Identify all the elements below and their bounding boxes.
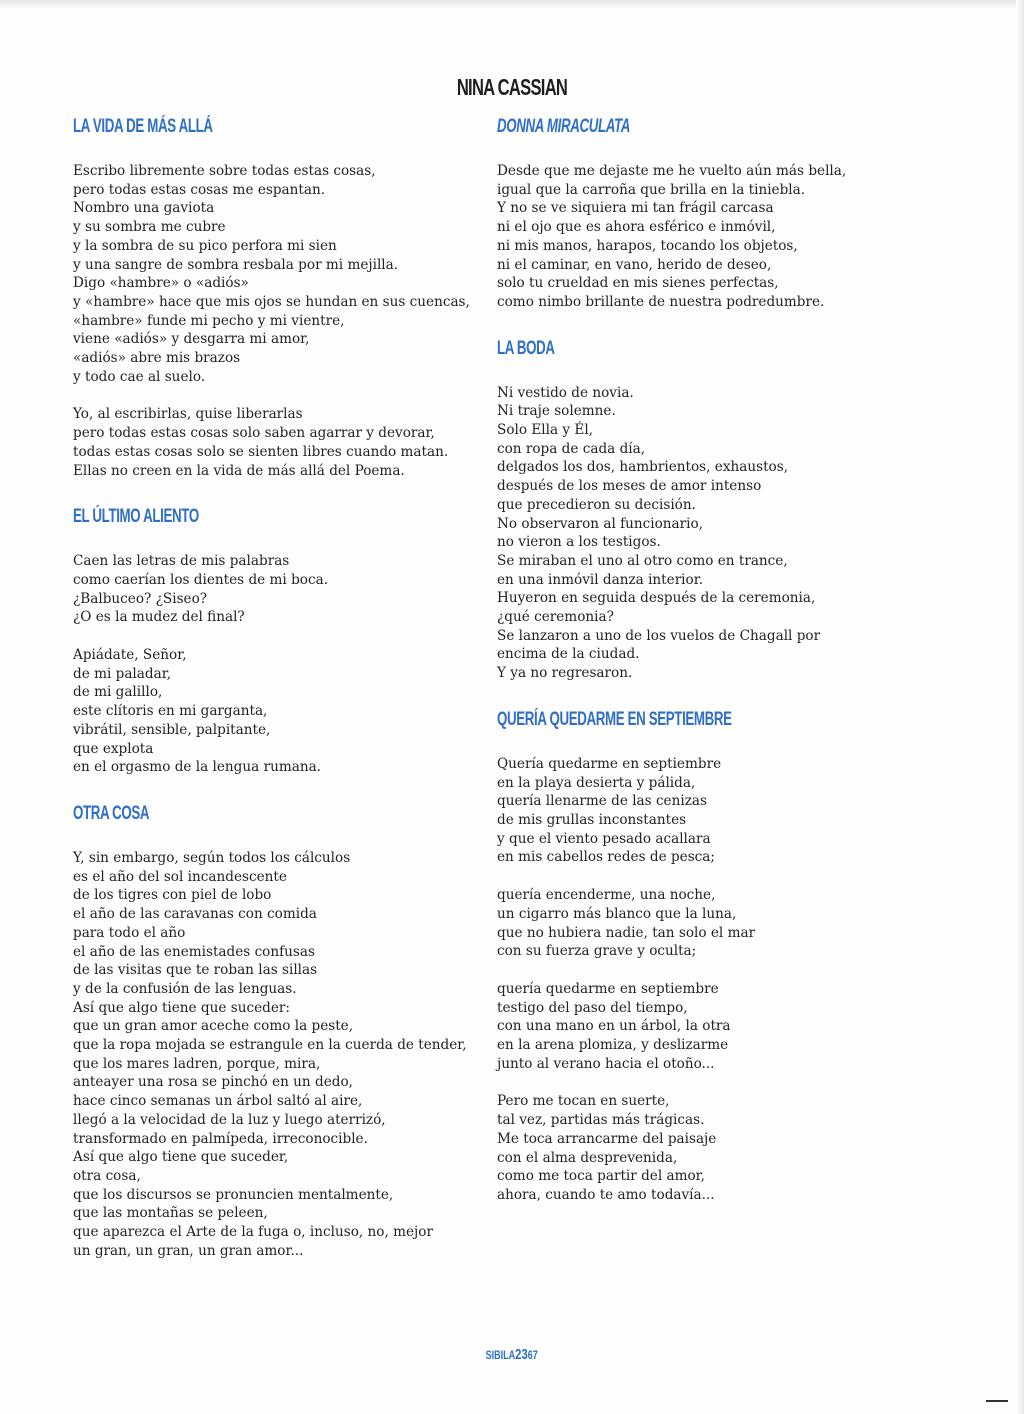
poem-line: Y no se ve siquiera mi tan frágil carcasa <box>497 200 774 217</box>
poem-line: que no hubiera nadie, tan solo el mar <box>497 924 756 941</box>
poem-line: No observaron al funcionario, <box>497 515 704 532</box>
stanza <box>497 886 907 961</box>
poem-line: el año de las caravanas con comida <box>73 906 317 923</box>
poem-line: como nimbo brillante de nuestra podredumbre. <box>497 293 825 310</box>
poem-line: igual que la carroña que brilla en la tiniebla. <box>497 181 806 198</box>
stanza <box>73 849 483 1260</box>
poem <box>497 116 907 312</box>
poem-line: «adiós» abre mis brazos <box>73 350 241 367</box>
page-footer <box>0 1346 1024 1363</box>
poem-line: Me toca arrancarme del paisaje <box>497 1130 717 1147</box>
poem <box>73 506 483 777</box>
stanza <box>73 405 483 480</box>
stanza <box>73 646 483 777</box>
poem-line: que la ropa mojada se estrangule en la cuerda de tender, <box>73 1037 467 1054</box>
poem-line: en el orgasmo de la lengua rumana. <box>73 759 321 776</box>
poem-line: de mi paladar, <box>73 665 172 682</box>
poem-line: quería llenarme de las cenizas <box>497 793 707 810</box>
poem-line: anteayer una rosa se pinchó en un dedo, <box>73 1074 353 1091</box>
poem-line: de los tigres con piel de lobo <box>73 887 272 904</box>
poem-line: solo tu crueldad en mis sienes perfectas, <box>497 275 779 292</box>
poem-line: hace cinco semanas un árbol saltó al aire, <box>73 1093 363 1110</box>
poem-line: Ellas no creen en la vida de más allá del Poema. <box>73 462 405 479</box>
poem-line: Huyeron en seguida después de la ceremonia, <box>497 590 816 607</box>
poem-line: Quería quedarme en septiembre <box>497 755 722 772</box>
poem-line: ¿O es la mudez del final? <box>73 609 245 626</box>
poem-line: y que el viento pesado acallara <box>497 830 711 847</box>
poem-line: es el año del sol incandescente <box>73 868 287 885</box>
poem-line: Nombro una gaviota <box>73 200 215 217</box>
poem-line: que los discursos se pronuncien mentalmente, <box>73 1186 394 1203</box>
poem-line: otra cosa, <box>73 1167 141 1184</box>
poem-line: como caerían los dientes de mi boca. <box>73 571 329 588</box>
poem-line: y todo cae al suelo. <box>73 368 206 385</box>
poem-title: LA BODA <box>497 337 555 359</box>
poem-line: que precedieron su decisión. <box>497 496 696 513</box>
poem-line: tal vez, partidas más trágicas. <box>497 1112 705 1129</box>
poem-line: de las visitas que te roban las sillas <box>73 962 318 979</box>
poem <box>497 338 907 683</box>
poem-line: de mi galillo, <box>73 684 163 701</box>
poem-line: con ropa de cada día, <box>497 440 646 457</box>
poem-line: en la arena plomiza, y deslizarme <box>497 1037 729 1054</box>
poem-line: Caen las letras de mis palabras <box>73 553 290 570</box>
poem-line: Desde que me dejaste me he vuelto aún más bella, <box>497 163 847 179</box>
poem-line: quería encenderme, una noche, <box>497 887 716 904</box>
stanza <box>73 552 483 627</box>
poem-line: Se miraban el uno al otro como en trance, <box>497 552 788 569</box>
poem-line: para todo el año <box>73 924 186 941</box>
poem-line: pero todas estas cosas solo saben agarrar y devorar, <box>73 425 435 442</box>
poem <box>497 709 907 1205</box>
poem-line: no vieron a los testigos. <box>497 534 661 551</box>
poem-line: vibrátil, sensible, palpitante, <box>73 721 271 738</box>
poem-title: DONNA MIRACULATA <box>497 116 631 137</box>
poem-line: este clítoris en mi garganta, <box>73 703 268 720</box>
stanza <box>497 162 907 312</box>
poem <box>73 116 483 480</box>
stanza <box>497 980 907 1074</box>
poem-line: testigo del paso del tiempo, <box>497 999 688 1016</box>
poem-line: Así que algo tiene que suceder: <box>73 999 290 1016</box>
poem-line: ¿Balbuceo? ¿Siseo? <box>73 590 208 607</box>
poem-line: y «hambre» hace que mis ojos se hundan en sus cuencas, <box>73 293 470 310</box>
poem-line: y una sangre de sombra resbala por mi mejilla. <box>73 256 399 273</box>
poem-line: Apiádate, Señor, <box>73 647 187 664</box>
stanza <box>497 755 907 867</box>
poem-line: con su fuerza grave y oculta; <box>497 943 697 960</box>
footer-page-number: 67 <box>527 1348 539 1362</box>
poem-line: encima de la ciudad. <box>497 646 640 663</box>
poem-line: el año de las enemistades confusas <box>73 943 315 960</box>
footer-issue-number: 23 <box>515 1346 528 1363</box>
poem-line: quería quedarme en septiembre <box>497 980 719 997</box>
poem-line: transformado en palmípeda, irreconocible. <box>73 1130 368 1147</box>
poem-line: Así que algo tiene que suceder, <box>73 1149 289 1166</box>
poem-line: ni mis manos, harapos, tocando los objetos, <box>497 237 798 254</box>
footer-magazine: SIBILA <box>485 1348 516 1362</box>
poem-title: QUERÍA QUEDARME EN SEPTIEMBRE <box>497 708 732 730</box>
poem-title: OTRA COSA <box>73 802 150 824</box>
poem-line: «hambre» funde mi pecho y mi vientre, <box>73 312 345 329</box>
poem-line: de mis grullas inconstantes <box>497 811 687 828</box>
poem-line: ¿qué ceremonia? <box>497 609 614 626</box>
right-column <box>497 116 907 1231</box>
poem-line: ni el ojo que es ahora esférico e inmóvil, <box>497 219 776 236</box>
poem-line: delgados los dos, hambrientos, exhaustos, <box>497 459 789 476</box>
poem-line: Pero me tocan en suerte, <box>497 1093 670 1110</box>
scan-edge-right <box>1016 0 1024 1414</box>
poem-line: que las montañas se peleen, <box>73 1205 268 1222</box>
poem-line: viene «adiós» y desgarra mi amor, <box>73 331 310 348</box>
poem-line: que los mares ladren, porque, mira, <box>73 1055 321 1072</box>
poem-line: después de los meses de amor intenso <box>497 478 762 495</box>
poem-line: Ni vestido de novia. <box>497 384 634 401</box>
left-column <box>73 116 483 1286</box>
poem-line: ni el caminar, en vano, herido de deseo, <box>497 256 772 273</box>
stanza <box>73 162 483 386</box>
poem-line: llegó a la velocidad de la luz y luego aterrizó, <box>73 1111 386 1128</box>
stanza <box>497 384 907 683</box>
poem-line: todas estas cosas solo se sienten libres cuando matan. <box>73 443 449 460</box>
poem-line: con el alma desprevenida, <box>497 1149 678 1166</box>
poem-line: y de la confusión de las lenguas. <box>73 980 297 997</box>
poem-line: que un gran amor aceche como la peste, <box>73 1018 354 1035</box>
poem-line: junto al verano hacia el otoño... <box>497 1055 715 1072</box>
poem-line: un cigarro más blanco que la luna, <box>497 905 737 922</box>
poem <box>73 803 483 1260</box>
poem-line: que explota <box>73 740 154 757</box>
poem-line: en mis cabellos redes de pesca; <box>497 849 715 866</box>
poem-line: Y ya no regresaron. <box>497 665 633 682</box>
poem-line: Digo «hambre» o «adiós» <box>73 275 249 292</box>
poem-line: Solo Ella y Él, <box>497 422 593 439</box>
poem-line: pero todas estas cosas me espantan. <box>73 181 326 198</box>
author-name: NINA CASSIAN <box>456 74 568 100</box>
stanza <box>497 1092 907 1204</box>
poem-line: en una inmóvil danza interior. <box>497 571 704 588</box>
poem-line: un gran, un gran, un gran amor... <box>73 1242 304 1259</box>
scan-edge-top <box>0 0 1024 9</box>
poem-line: Ni traje solemne. <box>497 403 616 420</box>
poem-line: como me toca partir del amor, <box>497 1168 705 1185</box>
poem-line: y su sombra me cubre <box>73 219 226 236</box>
corner-mark <box>986 1394 1008 1402</box>
poem-line: Escribo libremente sobre todas estas cosas, <box>73 163 376 179</box>
poem-line: y la sombra de su pico perfora mi sien <box>73 237 337 254</box>
poem-line: Yo, al escribirlas, quise liberarlas <box>73 406 303 423</box>
poem-line: que aparezca el Arte de la fuga o, incluso, no, mejor <box>73 1224 433 1241</box>
poem-title: LA VIDA DE MÁS ALLÁ <box>73 116 213 137</box>
poem-title: EL ÚLTIMO ALIENTO <box>73 506 199 528</box>
poem-line: ahora, cuando te amo todavía... <box>497 1186 715 1203</box>
poem-line: en la playa desierta y pálida, <box>497 774 696 791</box>
poem-line: Y, sin embargo, según todos los cálculos <box>73 849 351 866</box>
poem-line: con una mano en un árbol, la otra <box>497 1018 731 1035</box>
poem-line: Se lanzaron a uno de los vuelos de Chagall por <box>497 627 821 644</box>
